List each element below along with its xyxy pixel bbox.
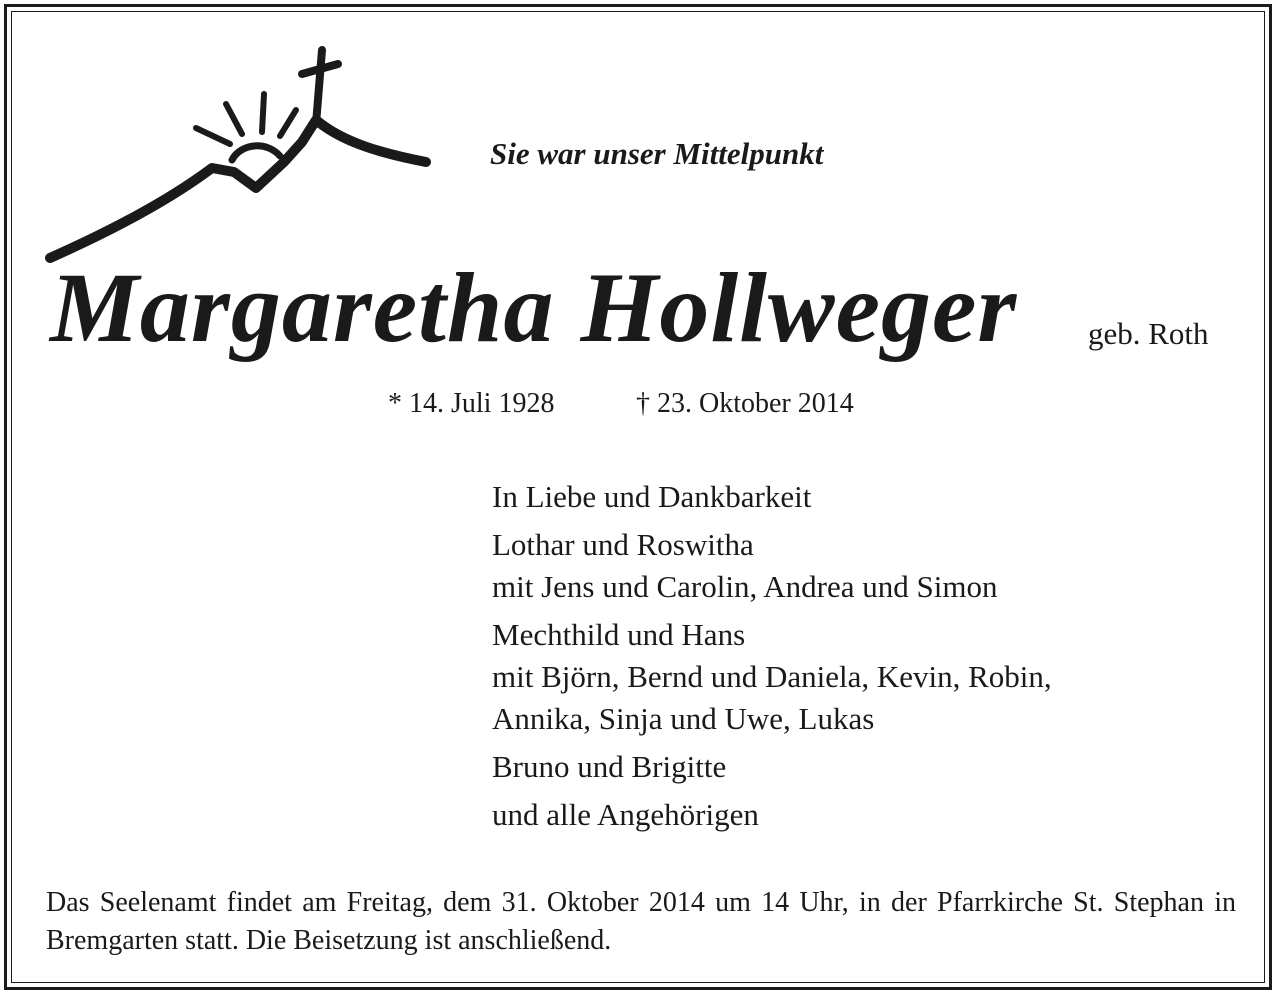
motto: Sie war unser Mittelpunkt xyxy=(490,136,824,171)
cross-mountain-sunrise-icon xyxy=(44,44,436,268)
funeral-notice: Das Seelenamt findet am Freitag, dem 31. Oktober 2014 um 14 Uhr, in der Pfarrkirche St. Stephan in Bremgarten statt. Die Beisetzung ist anschließend. xyxy=(46,887,1236,956)
mourners-closing: und alle Angehörigen xyxy=(492,797,759,832)
family-children: mit Björn, Bernd und Daniela, Kevin, Robin, xyxy=(492,659,1052,694)
family-main: Mechthild und Hans xyxy=(492,617,746,652)
deceased-name: Margaretha Hollweger xyxy=(50,252,1018,363)
family-children: mit Jens und Carolin, Andrea und Simon xyxy=(492,569,998,604)
death-date: † 23. Oktober 2014 xyxy=(636,388,854,419)
maiden-name: geb. Roth xyxy=(1088,316,1209,351)
birth-date: * 14. Juli 1928 xyxy=(388,388,555,419)
family-main: Bruno und Brigitte xyxy=(492,749,727,784)
family-children: Annika, Sinja und Uwe, Lukas xyxy=(492,701,875,736)
mourners-intro: In Liebe und Dankbarkeit xyxy=(492,479,812,514)
mourners-list xyxy=(492,476,1052,836)
family-main: Lothar und Roswitha xyxy=(492,527,754,562)
